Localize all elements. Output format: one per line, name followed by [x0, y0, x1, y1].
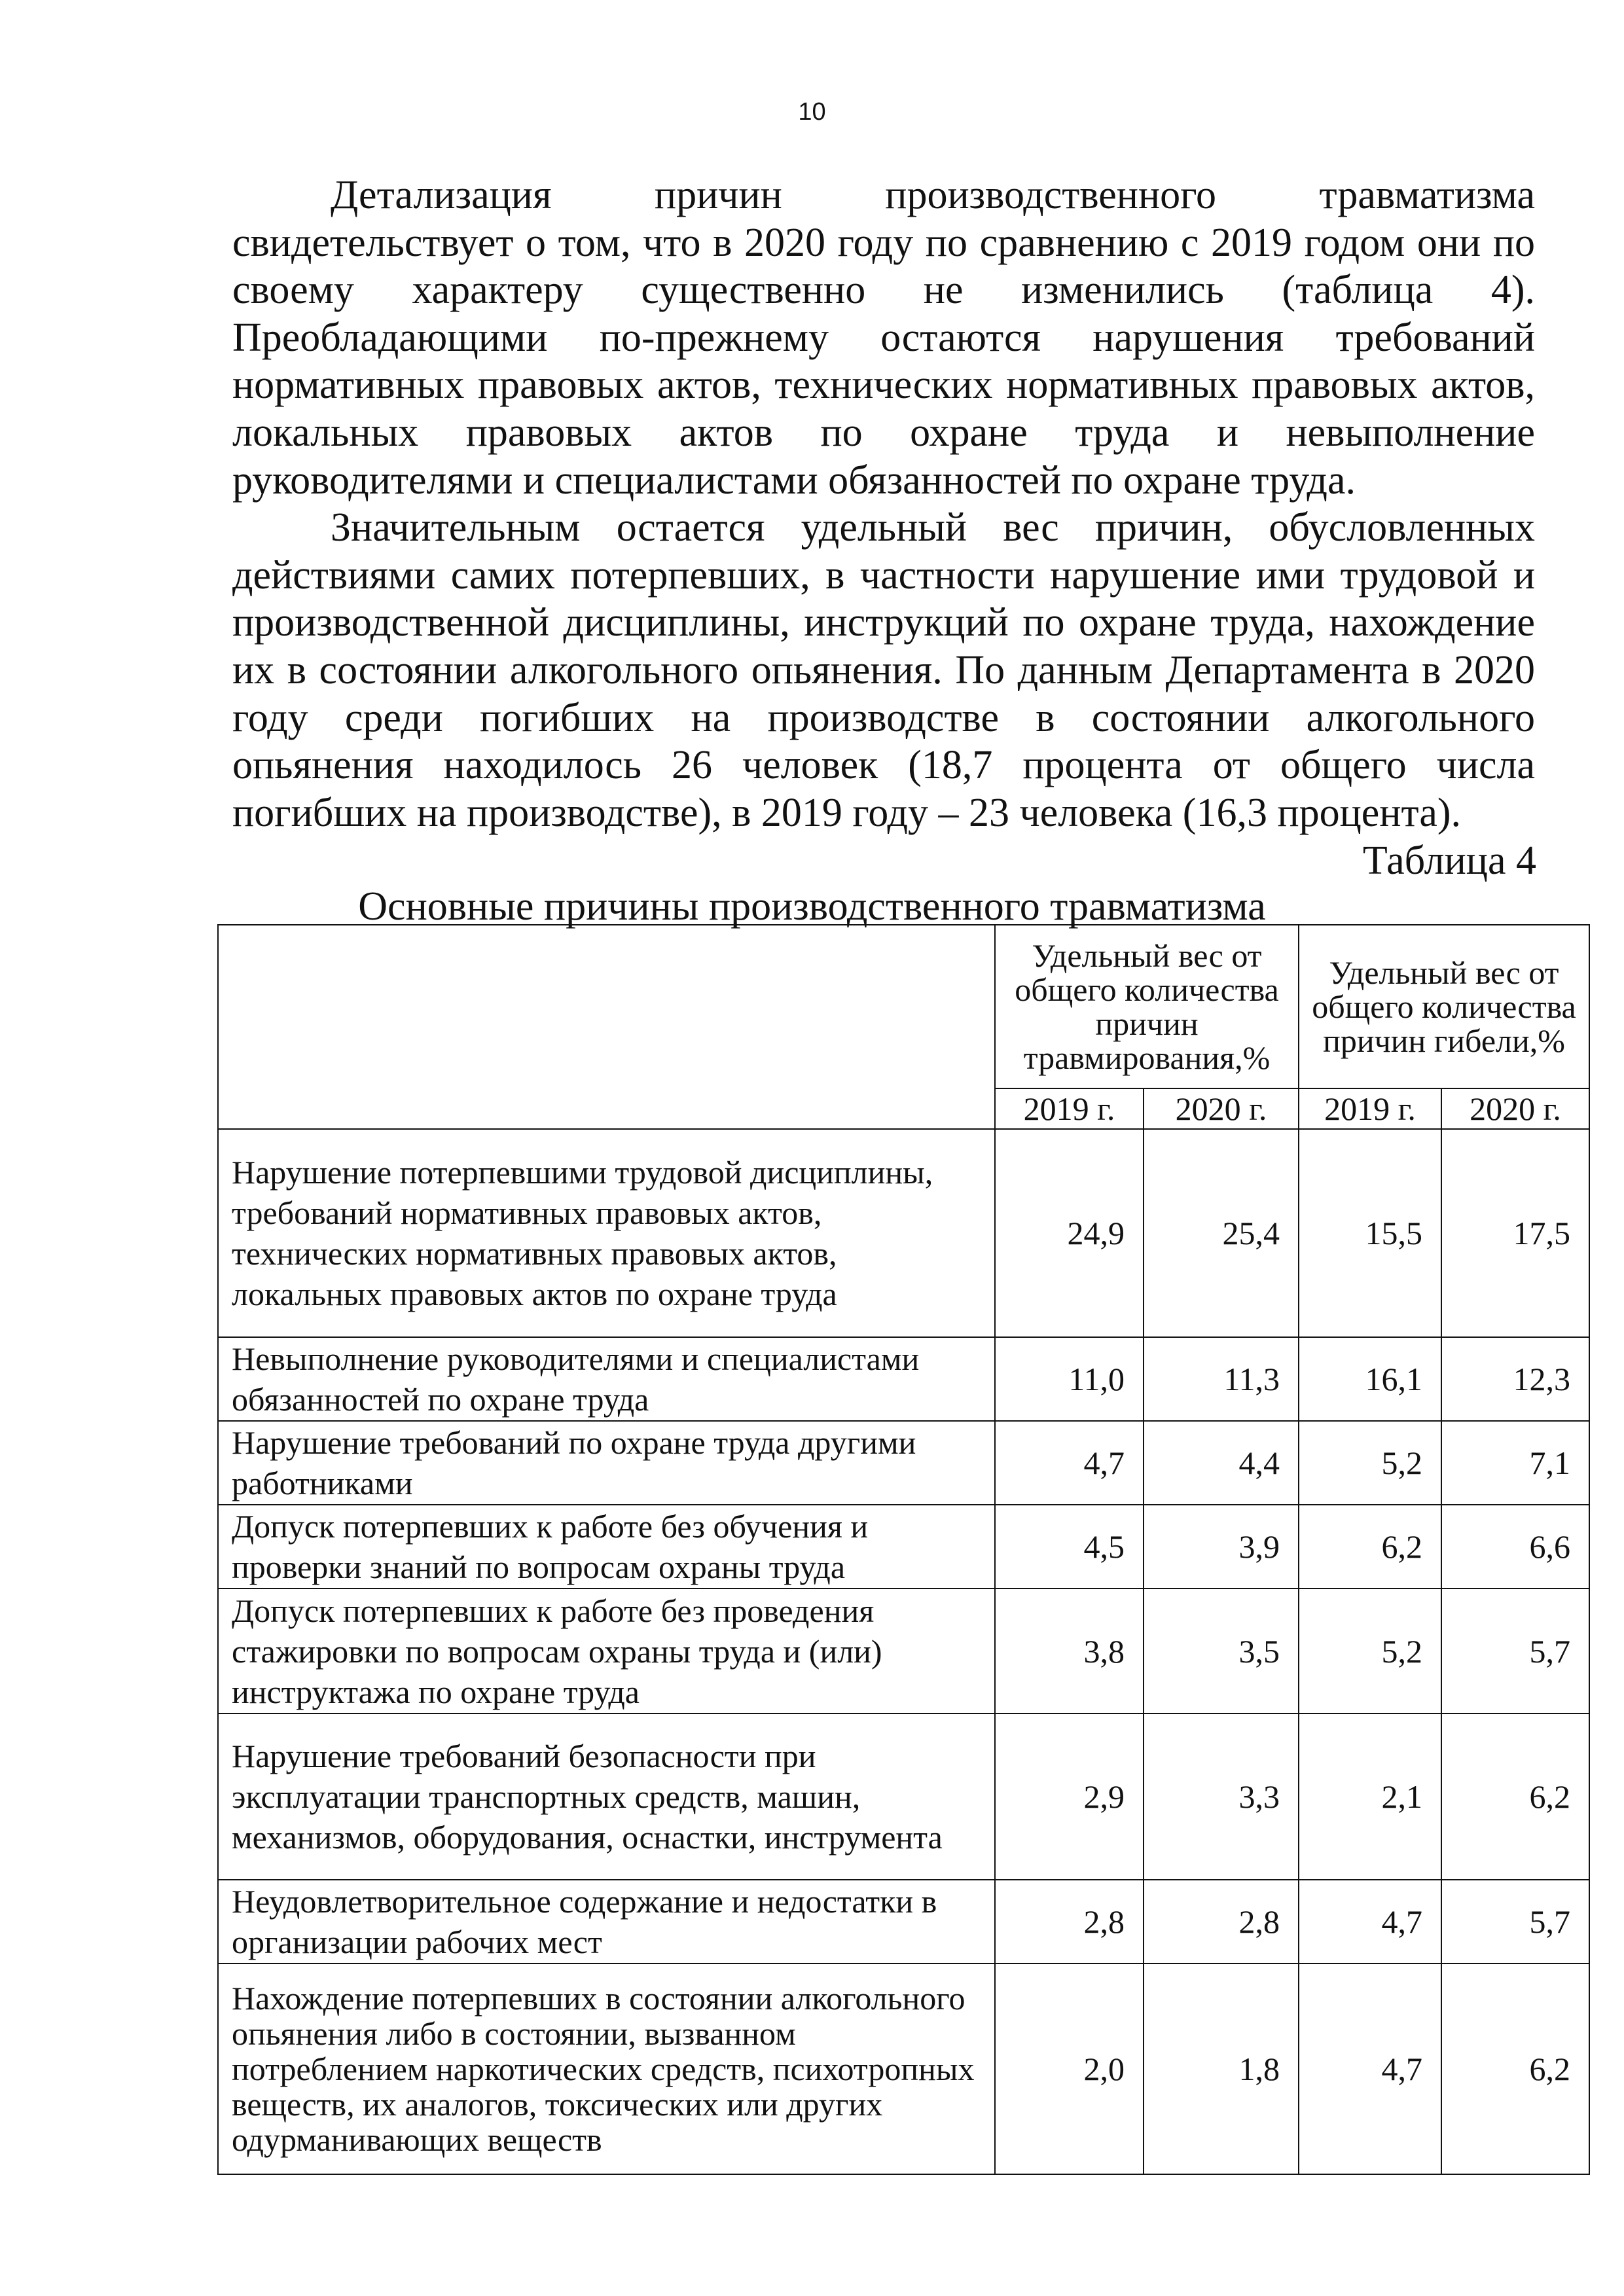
value-cell: 1,8	[1144, 1964, 1299, 2174]
table-row	[218, 1337, 1589, 1421]
value-cell: 11,3	[1144, 1337, 1299, 1421]
value-cell: 6,2	[1441, 1964, 1589, 2174]
value-cell: 25,4	[1144, 1129, 1299, 1337]
header-group-injury: Удельный вес от общего количества причин травмирования,%	[995, 925, 1299, 1088]
header-group-fatal: Удельный вес от общего количества причин гибели,%	[1299, 925, 1589, 1088]
year-header: 2020 г.	[1441, 1088, 1589, 1129]
table-row	[218, 1713, 1589, 1880]
value-cell: 17,5	[1441, 1129, 1589, 1337]
table-row	[218, 1421, 1589, 1505]
table-row	[218, 1588, 1589, 1713]
value-cell: 4,5	[995, 1505, 1144, 1588]
cause-cell: Неудовлетворительное содержание и недостатки в организации рабочих мест	[218, 1880, 995, 1964]
cause-cell: Допуск потерпевших к работе без проведения стажировки по вопросам охраны труда и (или) инструктажа по охране труда	[218, 1588, 995, 1713]
header-empty-cell	[218, 925, 995, 1129]
value-cell: 2,1	[1299, 1713, 1441, 1880]
value-cell: 24,9	[995, 1129, 1144, 1337]
value-cell: 11,0	[995, 1337, 1144, 1421]
table-label: Таблица 4	[1362, 838, 1536, 883]
paragraph: Детализация причин производственного травматизма свидетельствует о том, что в 2020 году по сравнению с 2019 годом они по своему характеру существенно не изменились (таблица 4). Преобладающими по-прежнему остаются нарушения требований нормативных правовых актов, технических нормативных правовых актов, локальных правовых актов по охране труда и невыполнение руководителями и специалистами обязанностей по охране труда.	[232, 173, 1535, 503]
value-cell: 3,8	[995, 1588, 1144, 1713]
value-cell: 3,5	[1144, 1588, 1299, 1713]
causes-table	[217, 924, 1590, 2175]
table-row	[218, 1880, 1589, 1964]
cause-cell: Нарушение требований по охране труда другими работниками	[218, 1421, 995, 1505]
value-cell: 7,1	[1441, 1421, 1589, 1505]
value-cell: 2,8	[995, 1880, 1144, 1964]
value-cell: 5,2	[1299, 1421, 1441, 1505]
value-cell: 5,2	[1299, 1588, 1441, 1713]
value-cell: 4,4	[1144, 1421, 1299, 1505]
value-cell: 6,2	[1299, 1505, 1441, 1588]
value-cell: 5,7	[1441, 1880, 1589, 1964]
value-cell: 15,5	[1299, 1129, 1441, 1337]
table-row	[218, 1129, 1589, 1337]
value-cell: 2,8	[1144, 1880, 1299, 1964]
cause-cell: Нахождение потерпевших в состоянии алкогольного опьянения либо в состоянии, вызванном потреблением наркотических средств, психотропных веществ, их аналогов, токсических или других одурманивающих веществ	[218, 1964, 995, 2174]
year-header: 2019 г.	[1299, 1088, 1441, 1129]
table-title: Основные причины производственного травматизма	[358, 884, 1266, 929]
value-cell: 3,3	[1144, 1713, 1299, 1880]
table-row	[218, 1505, 1589, 1588]
value-cell: 2,9	[995, 1713, 1144, 1880]
value-cell: 4,7	[995, 1421, 1144, 1505]
value-cell: 4,7	[1299, 1964, 1441, 2174]
page-number: 10	[798, 98, 826, 126]
table-header-row	[218, 925, 1589, 1088]
value-cell: 4,7	[1299, 1880, 1441, 1964]
cause-cell: Допуск потерпевших к работе без обучения и проверки знаний по вопросам охраны труда	[218, 1505, 995, 1588]
value-cell: 16,1	[1299, 1337, 1441, 1421]
cause-cell: Невыполнение руководителями и специалистами обязанностей по охране труда	[218, 1337, 995, 1421]
year-header: 2019 г.	[995, 1088, 1144, 1129]
body-text	[232, 171, 1535, 836]
value-cell: 12,3	[1441, 1337, 1589, 1421]
cause-cell: Нарушение требований безопасности при эксплуатации транспортных средств, машин, механизмов, оборудования, оснастки, инструмента	[218, 1713, 995, 1880]
value-cell: 6,2	[1441, 1713, 1589, 1880]
value-cell: 5,7	[1441, 1588, 1589, 1713]
cause-cell: Нарушение потерпевшими трудовой дисциплины, требований нормативных правовых актов, технических нормативных правовых актов, локальных правовых актов по охране труда	[218, 1129, 995, 1337]
paragraph: Значительным остается удельный вес причин, обусловленных действиями самих потерпевших, в частности нарушение ими трудовой и производственной дисциплины, инструкций по охране труда, нахождение их в состоянии алкогольного опьянения. По данным Департамента в 2020 году среди погибших на производстве в состоянии алкогольного опьянения находилось 26 человек (18,7 процента от общего числа погибших на производстве), в 2019 году – 23 человека (16,3 процента).	[232, 505, 1535, 835]
year-header: 2020 г.	[1144, 1088, 1299, 1129]
value-cell: 6,6	[1441, 1505, 1589, 1588]
value-cell: 3,9	[1144, 1505, 1299, 1588]
table-row	[218, 1964, 1589, 2174]
value-cell: 2,0	[995, 1964, 1144, 2174]
